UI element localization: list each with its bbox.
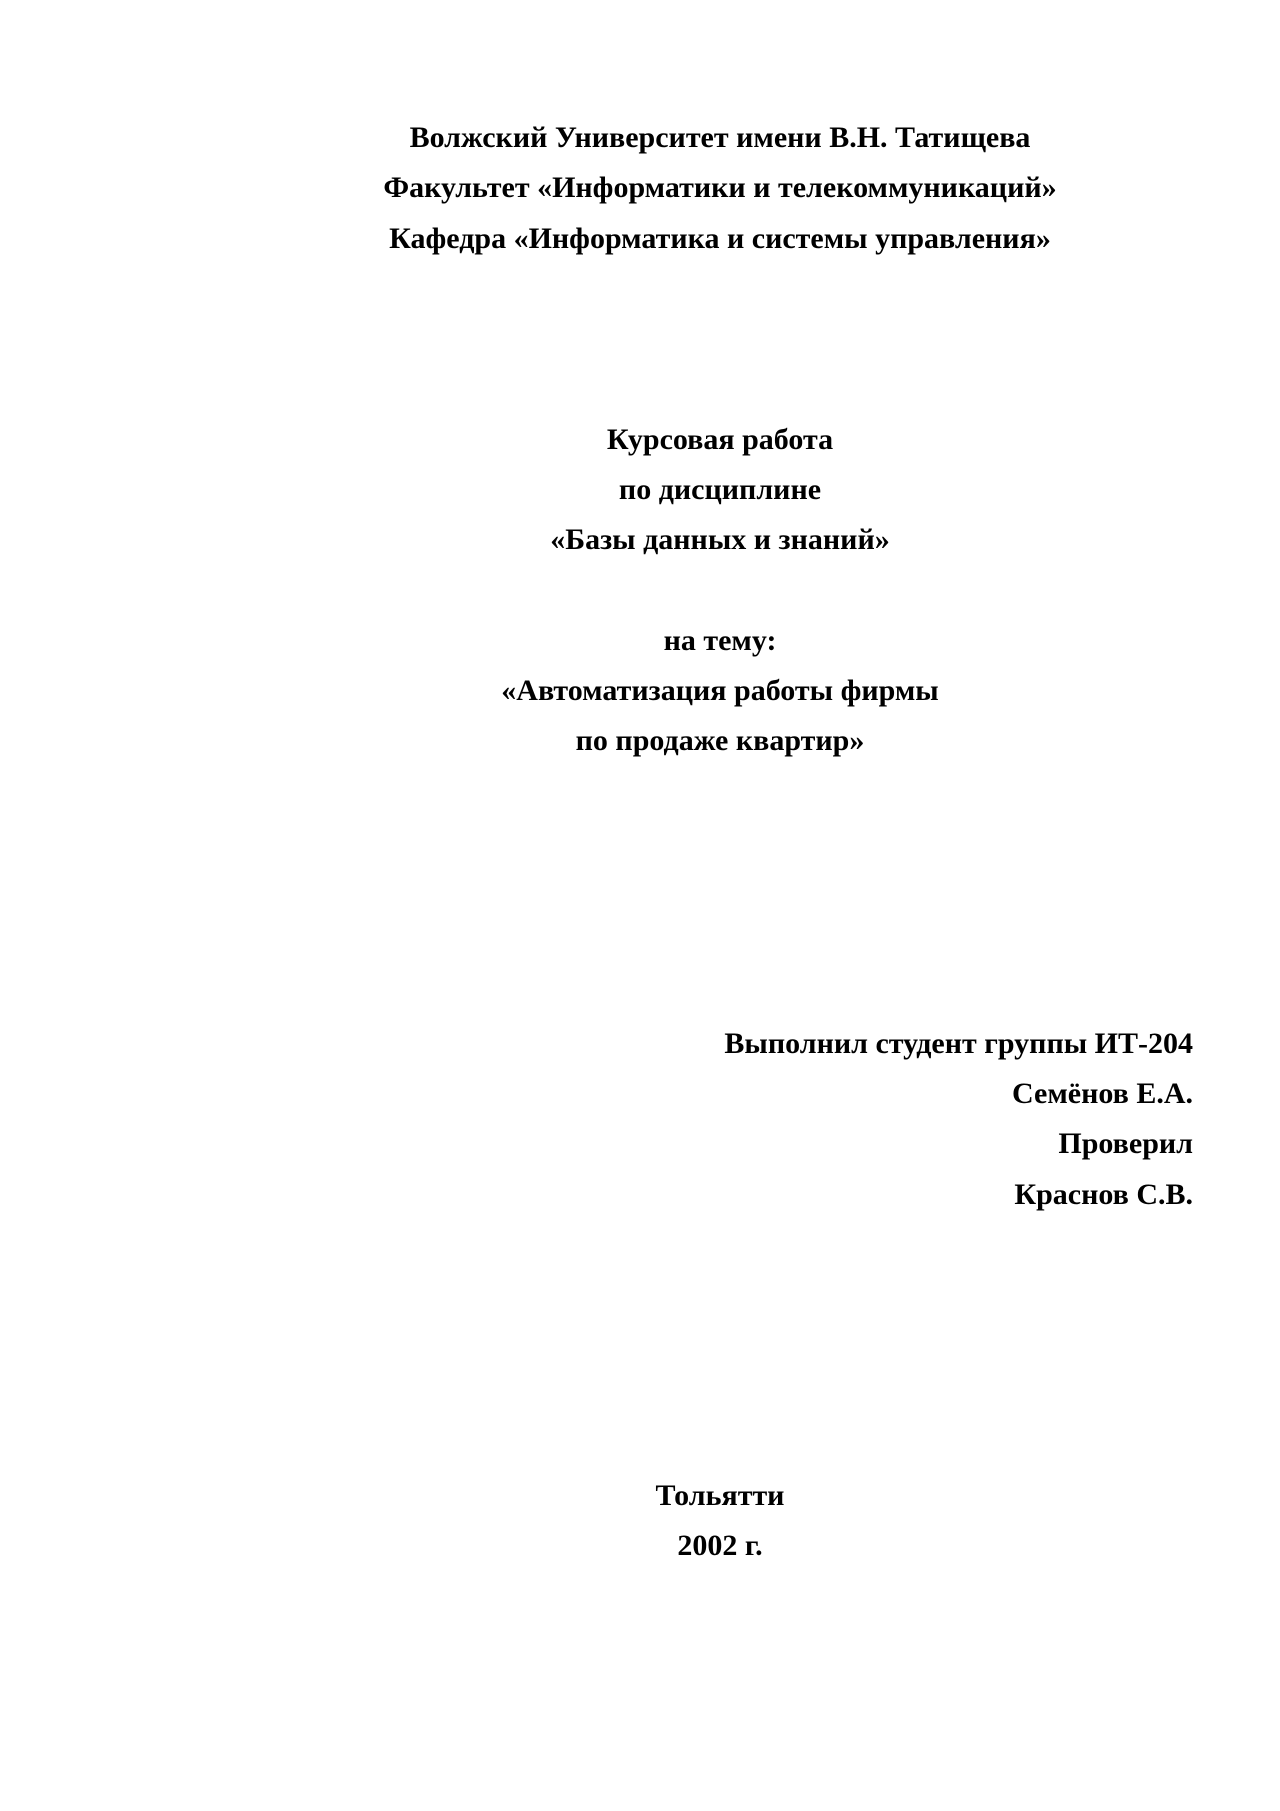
teacher-name: Краснов С.В. [1014,1178,1193,1211]
work-type: Курсовая работа [606,423,834,456]
year: 2002 г. [677,1529,763,1562]
checked-by: Проверил [1058,1127,1193,1160]
discipline-prefix: по дисциплине [618,473,822,506]
topic-line-2: по продаже квартир» [575,724,865,757]
performed-by: Выполнил студент группы ИТ-204 [724,1027,1193,1060]
university-name: Волжский Университет имени В.Н. Татищева [409,121,1031,154]
department-name: Кафедра «Информатика и системы управления» [389,222,1051,255]
discipline-name: «Базы данных и знаний» [550,523,890,556]
topic-line-1: «Автоматизация работы фирмы [501,674,939,707]
topic-prefix: на тему: [663,624,777,657]
student-name: Семёнов Е.А. [1011,1077,1193,1110]
city: Тольятти [655,1479,785,1512]
faculty-name: Факультет «Информатики и телекоммуникаций» [383,171,1057,204]
